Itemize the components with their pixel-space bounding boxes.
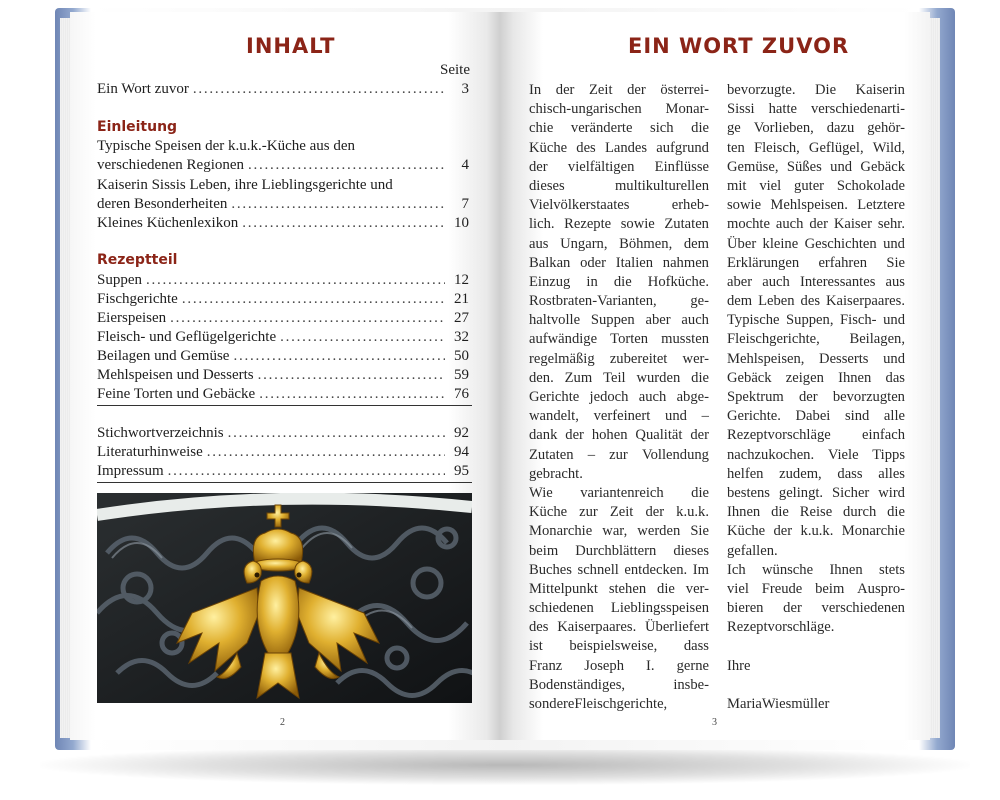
leader-dots (248, 156, 445, 175)
text-line: Zutaten – zur Vollendung (529, 446, 709, 463)
toc-entry-label: Ein Wort zuvor (97, 81, 189, 97)
toc-entry-label-line[interactable]: Typische Speisen der k.u.k.-Küche aus den (97, 138, 356, 154)
toc-title: INHALT (246, 34, 336, 58)
text-line: Über kleine Geschichten und (727, 235, 905, 252)
toc-entry-label: Feine Torten und Gebäcke (97, 386, 256, 402)
text-line: aus Ungarn, Böhmen, dem (529, 235, 709, 252)
text-line: Gerichte jedoch auch abge- (529, 389, 709, 405)
text-line: Bodenständiges, insbe- (529, 676, 709, 693)
leader-dots (233, 347, 445, 366)
text-line: Erklärungen erfahren Sie (727, 254, 905, 271)
toc-entry-page: 4 (461, 157, 469, 173)
text-line: Maria Wiesmüller (727, 696, 830, 712)
text-line: Spektrum der bevorzugten (727, 389, 905, 405)
toc-entry-label: Kleines Küchenlexikon (97, 215, 239, 231)
text-line: helfen zudem, dass alles (727, 465, 905, 482)
toc-entry-label: Beilagen und Gemüse (97, 348, 230, 364)
text-line: aber auch Interessantes aus (727, 273, 905, 290)
text-line: Gebäck zeigen Ihnen das (727, 369, 905, 386)
toc-divider (97, 482, 472, 483)
text-line (727, 676, 905, 695)
toc-entry-page: 95 (454, 463, 469, 479)
toc-entry-label: Fischgerichte (97, 291, 178, 307)
text-line: Küche zur Zeit der k.u.k. (529, 504, 709, 521)
text-line: Gerichte. Dabei sind alle (727, 408, 905, 425)
toc-entry-page: 94 (454, 444, 469, 460)
double-headed-eagle-image (97, 493, 472, 703)
text-line: sondere Fleischgerichte, (529, 696, 668, 712)
toc-entry-page: 59 (454, 367, 469, 383)
text-line: bieren der verschiedenen (727, 600, 905, 617)
toc-entry-suppen[interactable] (97, 271, 469, 290)
text-line: Rezeptvorschläge einfach (727, 427, 905, 444)
text-line: ist beispielsweise, dass (529, 638, 709, 655)
text-line: Monarchie war, werden Sie (529, 523, 709, 540)
toc-entry-beilagen[interactable] (97, 347, 469, 366)
toc-entry-sissi[interactable] (97, 195, 469, 214)
toc-entry-label: Fleisch- und Geflügelgerichte (97, 329, 277, 345)
toc-entry-page: 21 (454, 291, 469, 307)
text-line: Rostbraten-Varianten, ge- (529, 293, 709, 310)
toc-entry-page: 50 (454, 348, 469, 364)
text-line: viel Freude beim Auspro- (727, 580, 905, 597)
leader-dots (146, 271, 445, 290)
text-line: lich. Rezepte sowie Zutaten (529, 216, 709, 233)
leader-dots (259, 385, 445, 404)
toc-entry-eier[interactable] (97, 309, 469, 328)
text-line: beim Durchblättern dieses (529, 542, 709, 559)
text-line: Wie variantenreich die (529, 484, 709, 501)
toc-entry-fleisch[interactable] (97, 328, 469, 347)
text-line: des Kaiserpaares. Überliefert (529, 619, 709, 636)
text-line: sowie Mehlspeisen. Letztere (727, 197, 905, 214)
text-line: den. Zum Teil wurden die (529, 369, 709, 386)
toc-entry-label: Impressum (97, 463, 164, 479)
text-line: Balkan oder Italien nahmen (529, 254, 709, 271)
text-line: Vielvölkerstaates erheb- (529, 197, 709, 214)
toc-entry-fisch[interactable] (97, 290, 469, 309)
toc-entry-label: Mehlspeisen und Desserts (97, 367, 254, 383)
text-line: schiedenen Lieblingsspeisen (529, 600, 709, 617)
text-line: Ihnen die Reise durch die (727, 504, 905, 521)
leader-dots (231, 195, 445, 214)
text-line: Mittelpunkt stehen die ver- (529, 580, 709, 597)
leader-dots (242, 214, 445, 233)
eagle-photo (97, 493, 472, 703)
toc-entry-torten[interactable] (97, 385, 469, 404)
text-line: nachzukochen. Viele Tipps (727, 446, 905, 463)
toc-entry-literatur[interactable] (97, 443, 469, 462)
text-line: Gemüse, Süßes und Gebäck (727, 158, 905, 175)
text-line: mit viel guter Schokolade (727, 177, 905, 194)
text-line: Einzug in die Hofküche. (529, 273, 709, 290)
text-line: Fleischgerichte, Beilagen, (727, 331, 905, 348)
leader-dots (228, 424, 445, 443)
foreword-column-1 (529, 81, 709, 714)
text-line: Küche des Landes aufgrund (529, 139, 709, 156)
toc-entry-label: verschiedenen Regionen (97, 157, 245, 173)
text-line: mochte auch der Kaiser sehr. (727, 216, 905, 233)
text-line: dieses multikulturellen (529, 177, 709, 194)
text-line: dem Leben des Kaiserpaares. (727, 293, 905, 310)
text-line: ten Fleisch, Geflügel, Wild, (727, 139, 905, 156)
toc-entry-label-line[interactable]: Kaiserin Sissis Leben, ihre Lieblingsgerichte und (97, 177, 393, 193)
toc-entry-impressum[interactable] (97, 462, 469, 481)
toc-entry-label: Stichwortverzeichnis (97, 425, 224, 441)
text-line: wandelt, verfeinert und – (529, 408, 709, 425)
toc-entry-wort[interactable] (97, 80, 469, 99)
toc-entry-mehl[interactable] (97, 366, 469, 385)
toc-entry-page: 7 (461, 196, 469, 212)
toc-divider (97, 405, 472, 406)
text-line: Buches schnell entdecken. Im (529, 561, 709, 578)
toc-entry-page: 3 (461, 81, 469, 97)
text-line: haltvolle Suppen aber auch (529, 312, 709, 329)
text-line: bestens gelingt. Sicher wird (727, 484, 905, 501)
text-line (727, 637, 905, 656)
leader-dots (193, 80, 445, 99)
toc-entry-page: 27 (454, 310, 469, 326)
toc-entry-page: 76 (454, 386, 469, 402)
seite-column-label: Seite (440, 62, 470, 78)
toc-entry-label: deren Besonderheiten (97, 196, 228, 212)
text-line: ge Vorlieben, dazu gehör- (727, 120, 905, 137)
toc-entry-page: 32 (454, 329, 469, 345)
text-line: gefallen. (727, 542, 778, 559)
toc-entry-page: 92 (454, 425, 469, 441)
text-line: Mehlspeisen, Desserts und (727, 350, 905, 367)
text-line: Franz Joseph I. gerne (529, 657, 709, 674)
toc-entry-label: Eierspeisen (97, 310, 167, 326)
toc-section-rezeptteil: Rezeptteil (97, 252, 178, 268)
toc-entry-label: Suppen (97, 272, 142, 288)
toc-entry-page: 10 (454, 215, 469, 231)
text-line: dank der hohen Qualität der (529, 427, 709, 444)
text-line: Sissi hatte verschiedenarti- (727, 101, 905, 118)
book-shadow (40, 745, 970, 785)
toc-entry-lexikon[interactable] (97, 214, 469, 233)
page-number-right: 3 (712, 717, 717, 728)
leader-dots (207, 443, 445, 462)
text-line: Ich wünsche Ihnen stets (727, 561, 905, 578)
text-line: Ihre (727, 657, 751, 674)
leader-dots (182, 290, 445, 309)
toc-entry-page: 12 (454, 272, 469, 288)
toc-section-einleitung: Einleitung (97, 119, 178, 135)
text-line: regelmäßig zubereitet wer- (529, 350, 709, 367)
leader-dots (170, 309, 445, 328)
page-number-left: 2 (280, 717, 285, 728)
text-line: Küche der k.u.k. Monarchie (727, 523, 905, 540)
text-line: Typische Suppen, Fisch- und (727, 312, 905, 329)
leader-dots (280, 328, 445, 347)
foreword-title: EIN WORT ZUVOR (628, 34, 850, 58)
text-line: chisch-ungarischen Monar- (529, 101, 709, 118)
text-line: aufwändige Torten mussten (529, 331, 709, 348)
leader-dots (258, 366, 445, 385)
text-line: gebracht. (529, 465, 583, 482)
text-line: der vielfältigen Einflüsse (529, 158, 709, 175)
text-line: Rezeptvorschläge. (727, 619, 835, 636)
toc-entry-stichwort[interactable] (97, 424, 469, 443)
text-line: chie veränderte sich die (529, 120, 709, 137)
text-line: In der Zeit der österrei- (529, 82, 709, 98)
toc-entry-label: Literaturhinweise (97, 444, 203, 460)
toc-entry-typische[interactable] (97, 156, 469, 175)
foreword-column-2 (727, 81, 905, 714)
leader-dots (168, 462, 445, 481)
text-line: bevorzugte. Die Kaiserin (727, 82, 905, 98)
